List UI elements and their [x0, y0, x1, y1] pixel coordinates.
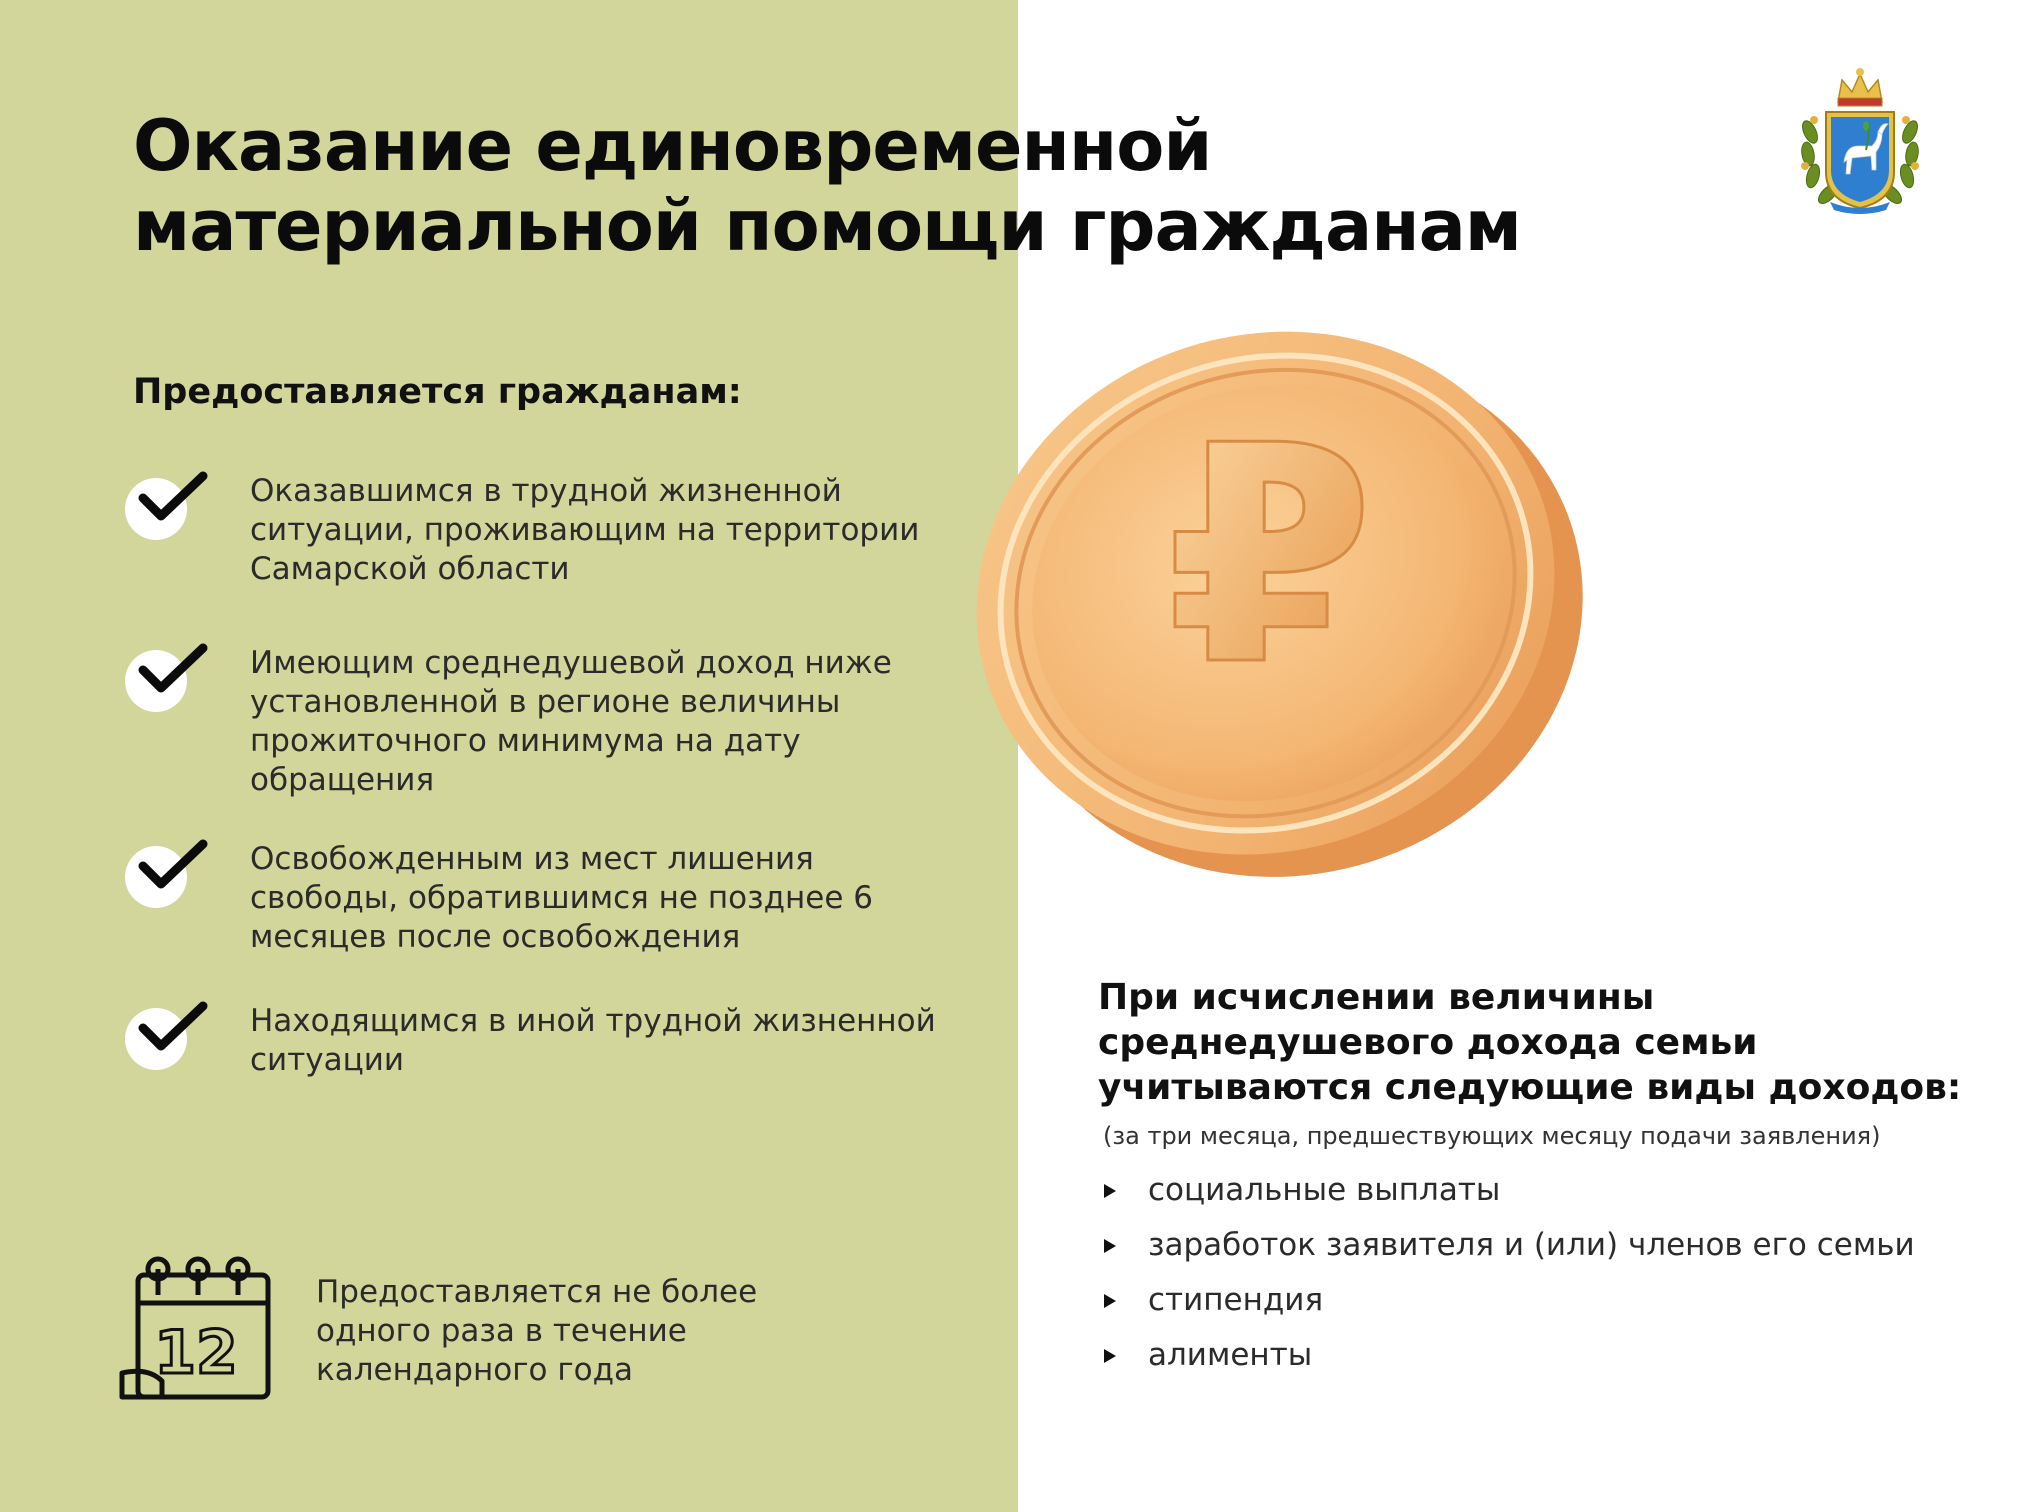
income-heading: [1098, 975, 1998, 1110]
income-item-text: социальные выплаты: [1148, 1172, 1501, 1208]
page-title-line-1: Оказание единовременной: [133, 105, 1212, 187]
income-list-item: [1098, 1335, 1998, 1390]
checkmark-icon: [125, 846, 187, 908]
triangle-bullet-icon: [1104, 1239, 1116, 1253]
triangle-bullet-icon: [1104, 1184, 1116, 1198]
frequency-text: Предоставляется не более одного раза в течение календарного года: [316, 1274, 758, 1388]
page-title: [133, 106, 1633, 266]
income-heading-line-2: среднедушевого дохода семьи: [1098, 1022, 1758, 1063]
income-note: (за три месяца, предшествующих месяцу подачи заявления): [1103, 1122, 1881, 1150]
page-title-line-2: материальной помощи гражданам: [133, 185, 1522, 267]
recipient-text: Имеющим среднедушевой доход ниже установленной в регионе величины прожиточного минимума на дату обращения: [250, 645, 892, 798]
recipients-heading: Предоставляется гражданам:: [133, 372, 742, 412]
recipient-text: Находящимся в иной трудной жизненной ситуации: [250, 1003, 936, 1078]
income-list: [1098, 1170, 1998, 1390]
income-item-text: заработок заявителя и (или) членов его семьи: [1148, 1227, 1915, 1263]
recipient-text: Оказавшимся в трудной жизненной ситуации, проживающим на территории Самарской области: [250, 473, 920, 587]
income-heading-line-1: При исчислении величины: [1098, 977, 1655, 1018]
income-list-item: [1098, 1280, 1998, 1335]
samara-region-coat-of-arms-icon: [1800, 62, 1920, 214]
checkmark-icon: [125, 1008, 187, 1070]
income-item-text: алименты: [1148, 1337, 1313, 1373]
frequency-block: [118, 1255, 818, 1405]
calendar-day: 12: [154, 1318, 238, 1388]
income-block: [1098, 975, 1998, 1390]
triangle-bullet-icon: [1104, 1349, 1116, 1363]
triangle-bullet-icon: [1104, 1294, 1116, 1308]
ruble-coin-icon: [965, 300, 1585, 880]
income-list-item: [1098, 1170, 1998, 1225]
ruble-symbol: ₽: [1165, 382, 1375, 731]
recipient-text: Освобожденным из мест лишения свободы, обратившимся не позднее 6 месяцев после освобождения: [250, 841, 873, 955]
checkmark-icon: [125, 650, 187, 712]
checkmark-icon: [125, 478, 187, 540]
income-heading-line-3: учитываются следующие виды доходов:: [1098, 1067, 1962, 1108]
income-item-text: стипендия: [1148, 1282, 1324, 1318]
income-list-item: [1098, 1225, 1998, 1280]
calendar-icon: [118, 1255, 273, 1405]
